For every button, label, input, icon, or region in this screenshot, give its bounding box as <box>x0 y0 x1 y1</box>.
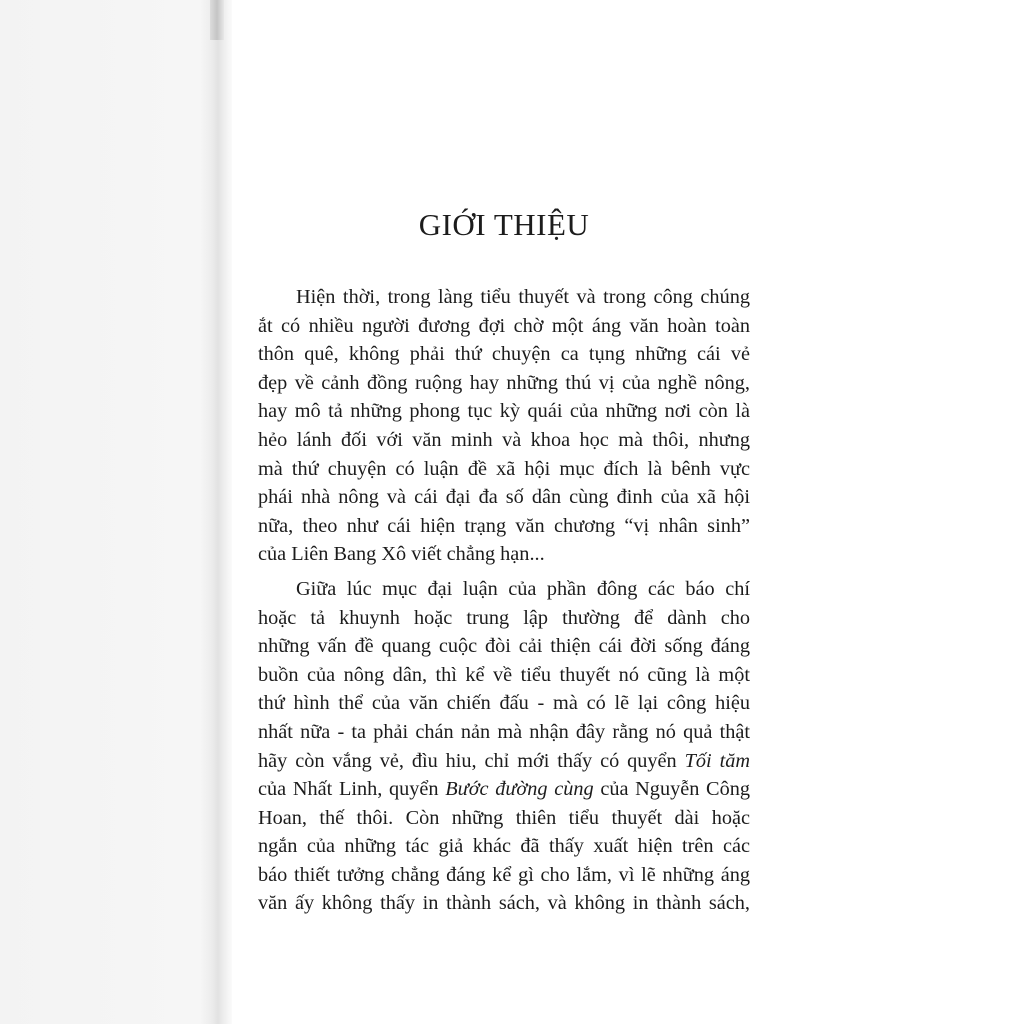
text-line: báo thiết tưởng chẳng đáng kể gì cho lắm, vì lẽ những áng <box>258 863 750 886</box>
chapter-title: GIỚI THIỆU <box>418 207 590 242</box>
text-line: nhất nữa - ta phải chán nản mà nhận đây rằng nó quả thật <box>258 720 750 743</box>
text-line <box>258 747 750 776</box>
text-line: văn ấy không thấy in thành sách, và không in thành sách, <box>258 892 750 915</box>
text-line <box>258 775 750 804</box>
paragraph-1 <box>258 283 750 569</box>
text-line: Hoan, thế thôi. Còn những thiên tiểu thuyết dài hoặc <box>258 806 750 829</box>
text-line: những vấn đề quang cuộc đòi cải thiện cái đời sống đáng <box>258 635 750 658</box>
text-line: ắt có nhiều người đương đợi chờ một áng văn hoàn toàn <box>258 314 750 337</box>
text-segment: hãy còn vắng vẻ, đìu hiu, chỉ mới thấy có quyển <box>258 749 685 772</box>
text-line: thôn quê, không phải thứ chuyện ca tụng những cái vẻ <box>258 343 750 366</box>
text-line: của Liên Bang Xô viết chẳng hạn... <box>258 543 545 566</box>
text-segment: của Nguyễn Công <box>593 778 750 801</box>
book-title-italic: Tối tăm <box>684 749 750 772</box>
page-gutter-shadow <box>0 0 232 1024</box>
text-line: thứ hình thể của văn chiến đấu - mà có lẽ lại công hiệu <box>258 692 750 715</box>
text-line: hoặc tả khuynh hoặc trung lập thường để dành cho <box>258 606 750 629</box>
text-line: phái nhà nông và cái đại đa số dân cùng đinh của xã hội <box>258 486 750 509</box>
page-gutter-mark <box>210 0 224 40</box>
text-line: đẹp về cảnh đồng ruộng hay những thú vị của nghề nông, <box>258 371 750 394</box>
text-line: ngắn của những tác giả khác đã thấy xuất hiện trên các <box>258 835 750 858</box>
page-content <box>258 205 750 924</box>
paragraph-2 <box>258 575 750 918</box>
text-line: Giữa lúc mục đại luận của phần đông các báo chí <box>296 577 750 600</box>
text-segment: của Nhất Linh, quyển <box>258 778 446 801</box>
text-line: Hiện thời, trong làng tiểu thuyết và trong công chúng <box>296 286 750 308</box>
text-line: nữa, theo như cái hiện trạng văn chương “vị nhân sinh” <box>258 514 750 537</box>
text-line: buồn của nông dân, thì kể về tiểu thuyết nó cũng là một <box>258 663 750 686</box>
book-title-italic: Bước đường cùng <box>445 778 594 801</box>
text-line: mà thứ chuyện có luận đề xã hội mục đích là bênh vực <box>258 457 750 480</box>
text-line: hẻo lánh đối với văn minh và khoa học mà thôi, nhưng <box>258 428 750 451</box>
text-line: hay mô tả những phong tục kỳ quái của những nơi còn là <box>258 400 750 423</box>
